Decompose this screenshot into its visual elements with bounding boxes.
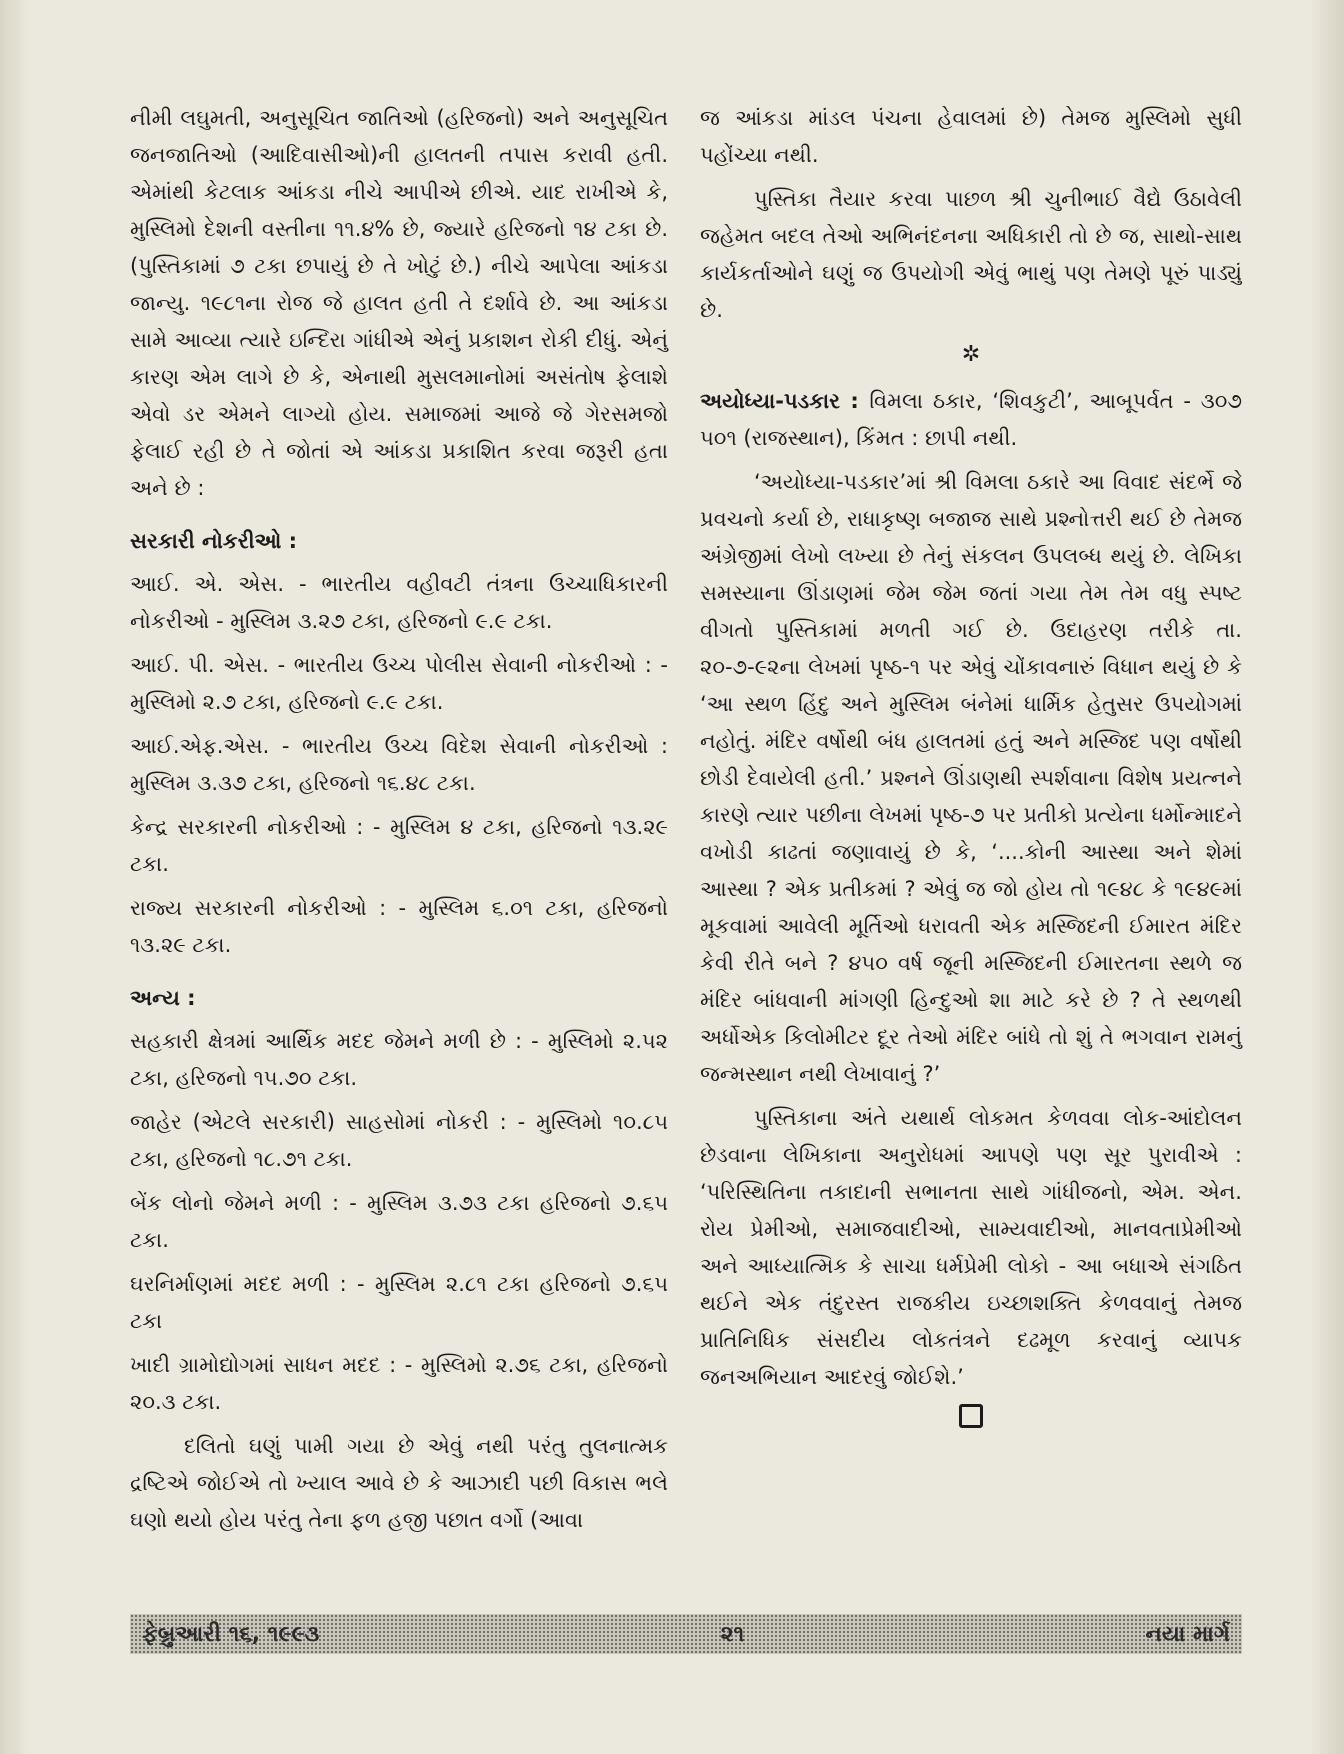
magazine-name: નયા માર્ગ xyxy=(1145,1621,1230,1647)
paragraph: દલિતો ઘણું પામી ગયા છે એવું નથી પરંતુ તુલનાત્મક દ્રષ્ટિએ જોઈએ તો ખ્યાલ આવે છે કે આઝાદી પછી વિકાસ ભલે ઘણો થયો હોય પરંતુ તેના ફળ હજી પછાત વર્ગો (આવા xyxy=(130,1434,668,1532)
asterisk-divider: ✲ xyxy=(961,342,981,367)
section-heading: સરકારી નોકરીઓ : xyxy=(130,529,298,553)
stat-line: આઈ.એફ.એસ. - ભારતીય ઉચ્ચ વિદેશ સેવાની નોકરીઓ : મુસ્લિમ ૩.૩૭ ટકા, હરિજનો ૧૬.૪૮ ટકા. xyxy=(130,734,668,795)
stat-line: બેંક લોનો જેમને મળી : - મુસ્લિમ ૩.૭૩ ટકા હરિજનો ૭.૬૫ ટકા. xyxy=(130,1191,668,1252)
left-column xyxy=(130,100,668,1546)
page-footer xyxy=(130,1614,1242,1654)
page-number: ૨૧ xyxy=(720,1621,745,1647)
paragraph: પુસ્તિકા તૈયાર કરવા પાછળ શ્રી ચુનીભાઈ વૈદ્યે ઉઠાવેલી જહેમત બદલ તેઓ અભિનંદનના અધિકારી તો છે જ, સાથો-સાથ કાર્યકર્તાઓને ઘણું જ ઉપયોગી એવું ભાથું પણ તેમણે પૂરું પાડ્યું છે. xyxy=(700,187,1242,322)
paragraph: જ આંકડા માંડલ પંચના હેવાલમાં છે) તેમજ મુસ્લિમો સુધી પહોંચ્યા નથી. xyxy=(700,106,1242,167)
stat-line: આઈ. પી. એસ. - ભારતીય ઉચ્ચ પોલીસ સેવાની નોકરીઓ : - મુસ્લિમો ૨.૭ ટકા, હરિજનો ૯.૯ ટકા. xyxy=(130,653,668,714)
book-citation xyxy=(700,383,1242,457)
paragraph: પુસ્તિકાના અંતે યથાર્થ લોકમત કેળવવા લોક-આંદોલન છેડવાના લેખિકાના અનુરોધમાં આપણે પણ સૂર પુરાવીએ : ‘પરિસ્થિતિના તકાદાની સભાનતા સાથે ગાંધીજનો, એમ. એન. રોય પ્રેમીઓ, સમાજવાદીઓ, સામ્યવાદીઓ, માનવતાપ્રેમીઓ અને આધ્યાત્મિક કે સાચા ધર્મપ્રેમી લોકો - આ બધાએ સંગઠિત થઈને એક તંદુરસ્ત રાજકીય ઇચ્છાશક્તિ કેળવવાનું તેમજ પ્રાતિનિધિક સંસદીય લોકતંત્રને દઢમૂળ કરવાનું વ્યાપક જનઅભિયાન આદરવું જોઈશે.’ xyxy=(700,1106,1242,1389)
stat-line: ખાદી ગ્રામોદ્યોગમાં સાધન મદદ : - મુસ્લિમો ૨.૭૬ ટકા, હરિજનો ૨૦.૩ ટકા. xyxy=(130,1353,668,1414)
right-column xyxy=(700,100,1242,1428)
stat-line: રાજ્ય સરકારની નોકરીઓ : - મુસ્લિમ ૬.૦૧ ટકા, હરિજનો ૧૩.૨૯ ટકા. xyxy=(130,896,668,957)
stat-line: સહકારી ક્ષેત્રમાં આર્થિક મદદ જેમને મળી છે : - મુસ્લિમો ૨.૫૨ ટકા, હરિજનો ૧૫.૭૦ ટકા. xyxy=(130,1029,668,1090)
book-details: વિમલા ઠકાર, ‘શિવકુટી’, આબૂપર્વત - ૩૦૭ ૫૦૧ (રાજસ્થાન), કિંમત : છાપી નથી. xyxy=(700,389,1242,450)
end-of-article-box xyxy=(959,1404,983,1428)
book-title: અયોધ્યા-પડકાર : xyxy=(700,389,870,413)
stat-line: ઘરનિર્માણમાં મદદ મળી : - મુસ્લિમ ૨.૮૧ ટકા હરિજનો ૭.૬૫ ટકા xyxy=(130,1272,668,1333)
paragraph: નીમી લઘુમતી, અનુસૂચિત જાતિઓ (હરિજનો) અને અનુસૂચિત જનજાતિઓ (આદિવાસીઓ)ની હાલતની તપાસ કરાવી હતી. એમાંથી કેટલાક આંકડા નીચે આપીએ છીએ. યાદ રાખીએ કે, મુસ્લિમો દેશની વસ્તીના ૧૧.૪% છે, જ્યારે હરિજનો ૧૪ ટકા છે. (પુસ્તિકામાં ૭ ટકા છપાયું છે તે ખોટું છે.) નીચે આપેલા આંકડા જાન્યુ. ૧૯૮૧ના રોજ જે હાલત હતી તે દર્શાવે છે. આ આંકડા સામે આવ્યા ત્યારે ઇન્દિરા ગાંધીએ એનું પ્રકાશન રોકી દીધું. એનું કારણ એમ લાગે છે કે, એનાથી મુસલમાનોમાં અસંતોષ ફેલાશે એવો ડર એમને લાગ્યો હોય. સમાજમાં આજે જે ગેરસમજો ફેલાઈ રહી છે તે જોતાં એ આંકડા પ્રકાશિત કરવા જરૂરી હતા અને છે : xyxy=(130,106,668,500)
stat-line: કેન્દ્ર સરકારની નોકરીઓ : - મુસ્લિમ ૪ ટકા, હરિજનો ૧૩.૨૯ ટકા. xyxy=(130,815,668,876)
stat-line: આઈ. એ. એસ. - ભારતીય વહીવટી તંત્રના ઉચ્ચાધિકારની નોકરીઓ - મુસ્લિમ ૩.૨૭ ટકા, હરિજનો ૯.૯ ટકા. xyxy=(130,572,668,633)
stat-line: જાહેર (એટલે સરકારી) સાહસોમાં નોકરી : - મુસ્લિમો ૧૦.૮૫ ટકા, હરિજનો ૧૮.૭૧ ટકા. xyxy=(130,1110,668,1171)
footer-date: ફેબ્રુઆરી ૧૬, ૧૯૯૩ xyxy=(142,1621,320,1647)
paragraph: ‘અયોધ્યા-પડકાર’માં શ્રી વિમલા ઠકારે આ વિવાદ સંદર્ભે જે પ્રવચનો કર્યા છે, રાધાકૃષ્ણ બજાજ સાથે પ્રશ્નોત્તરી થઈ છે તેમજ અંગ્રેજીમાં લેખો લખ્યા છે તેનું સંકલન ઉપલબ્ધ થયું છે. લેખિકા સમસ્યાના ઊંડાણમાં જેમ જેમ જતાં ગયા તેમ તેમ વધુ સ્પષ્ટ વીગતો પુસ્તિકામાં મળતી ગઈ છે. ઉદાહરણ તરીકે તા. ૨૦-૭-૯૨ના લેખમાં પૃષ્ઠ-૧ પર એવું ચોંકાવનારું વિધાન થયું છે કે ‘આ સ્થળ હિંદુ અને મુસ્લિમ બંનેમાં ધાર્મિક હેતુસર ઉપયોગમાં નહોતું. મંદિર વર્ષોથી બંધ હાલતમાં હતું અને મસ્જિદ પણ વર્ષોથી છોડી દેવાયેલી હતી.’ પ્રશ્નને ઊંડાણથી સ્પર્શવાના વિશેષ પ્રયત્નને કારણે ત્યાર પછીના લેખમાં પૃષ્ઠ-૭ પર પ્રતીકો પ્રત્યેના ધર્મોન્માદને વખોડી કાઢતાં જણાવાયું છે કે, ‘....કોની આસ્થા અને શેમાં આસ્થા ? એક પ્રતીકમાં ? એવું જ જો હોય તો ૧૯૪૮ કે ૧૯૪૯માં મૂકવામાં આવેલી મૂર્તિઓ ધરાવતી એક મસ્જિદની ઈમારત મંદિર કેવી રીતે બને ? ૪૫૦ વર્ષ જૂની મસ્જિદની ઈમારતના સ્થળે જ મંદિર બાંધવાની માંગણી હિન્દુઓ શા માટે કરે છે ? તે સ્થળથી અર્ધોએક કિલોમીટર દૂર તેઓ મંદિર બાંધે તો શું તે ભગવાન રામનું જન્મસ્થાન નથી લેખાવાનું ?’ xyxy=(700,470,1242,1086)
section-heading: અન્ય : xyxy=(130,986,196,1010)
